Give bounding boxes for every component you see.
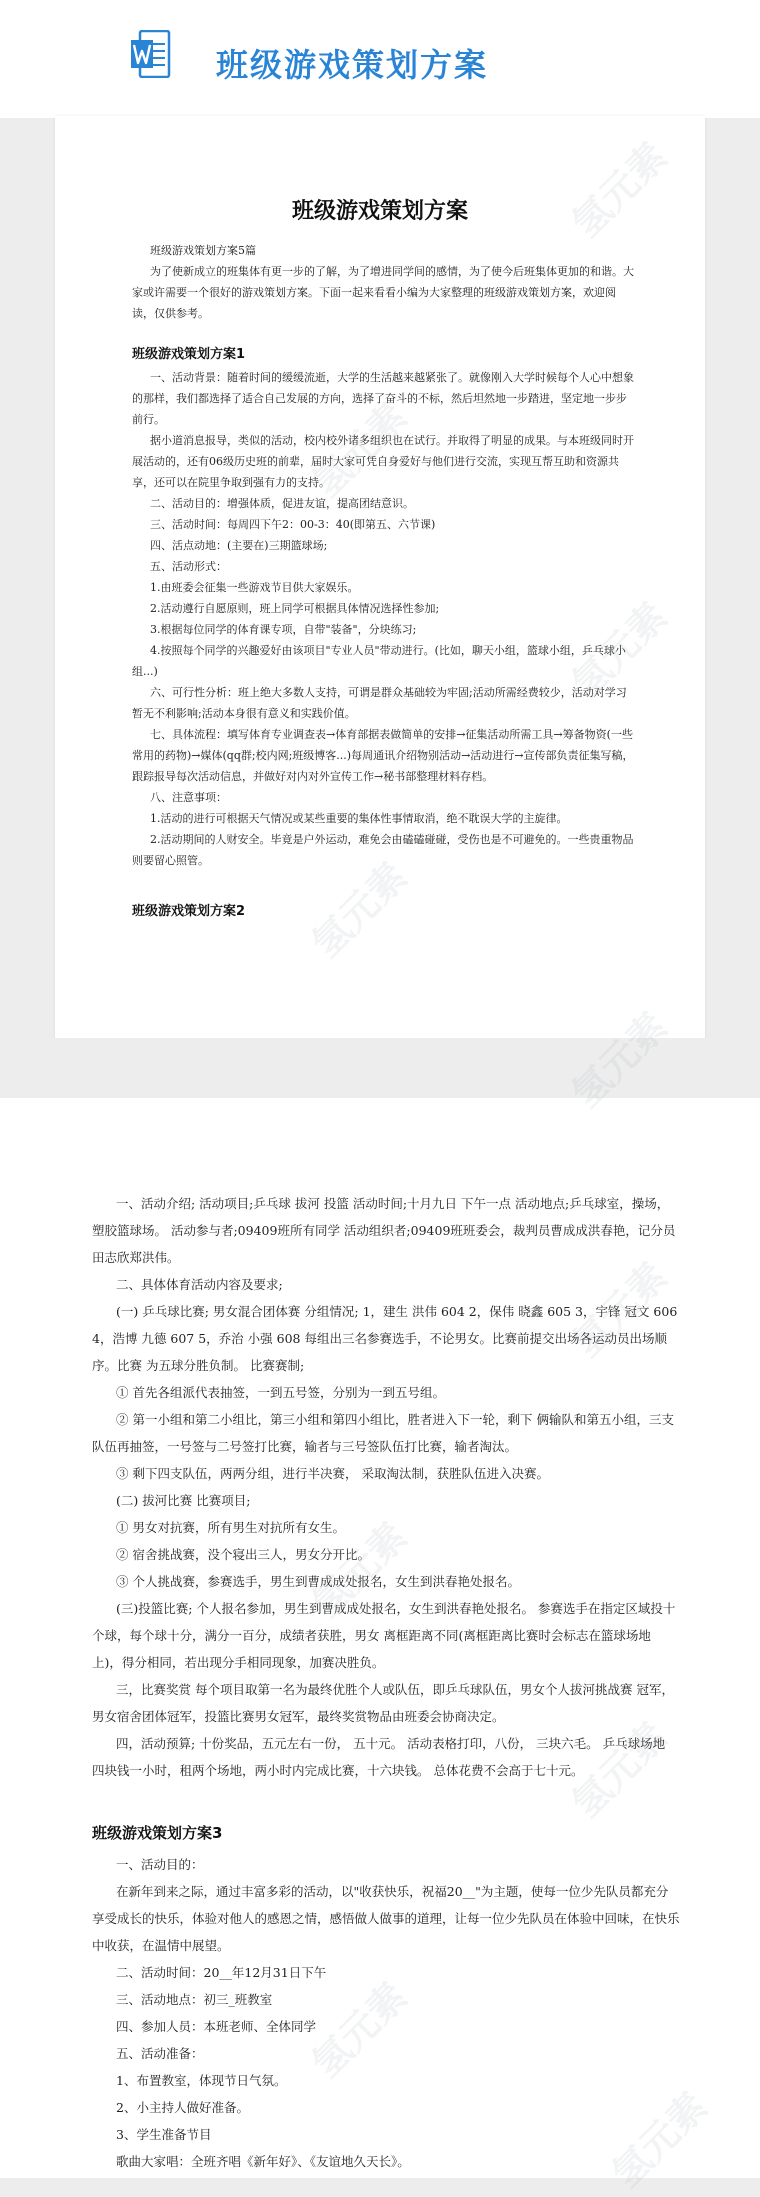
paragraph: 据小道消息报导，类似的活动，校内校外诸多组织也在试行。并取得了明显的成果。与本班级同时开展活动的，还有06级历史班的前辈，届时大家可凭自身爱好与他们进行交流，实现互帮互助和资源共享，还可以在院里争取到强有力的支持。: [132, 434, 634, 489]
paragraph: 一、活动背景：随着时间的缓缓流逝，大学的生活越来越紧张了。就像刚入大学时候每个人心中想象的那样，我们都选择了适合自己发展的方向，选择了奋斗的不标，然后坦然地一步踏进，坚定地一步步前行。: [132, 371, 634, 426]
paragraph: ① 首先各组派代表抽签，一到五号签，分别为一到五号组。: [116, 1385, 445, 1400]
paragraph: 2.活动遵行自愿原则，班上同学可根据具体情况选择性参加;: [150, 602, 440, 615]
intro-line: 班级游戏策划方案5篇: [150, 244, 256, 257]
paragraph: ② 第一小组和第二小组比，第三小组和第四小组比，胜者进入下一轮，剩下 俩输队和第五小组，三支队伍再抽签，一号签与二号签打比赛，输者与三号签队伍打比赛，输者淘汰。: [92, 1412, 674, 1454]
document-title: 班级游戏策划方案: [291, 199, 468, 224]
paragraph: 一、活动介绍; 活动项目;乒乓球 拔河 投篮 活动时间;十月九日 下午一点 活动地点;乒乓球室，操场，塑胶篮球场。 活动参与者;09409班所有同学 活动组织者;09409班班委会，裁判员曹成成洪春艳，记分员田志欣郑洪伟。: [92, 1196, 676, 1265]
document-page-2: [0, 1098, 760, 2178]
paragraph: 2.活动期间的人财安全。毕竟是户外运动，难免会由磕磕碰碰，受伤也是不可避免的。一些贵重物品则要留心照管。: [132, 833, 634, 867]
paragraph: 3、学生准备节目: [116, 2127, 212, 2142]
word-document-icon: [131, 30, 171, 78]
paragraph: 六、可行性分析：班上绝大多数人支持，可谓是群众基础较为牢固;活动所需经费较少，活动对学习暂无不利影响;活动本身很有意义和实践价值。: [132, 686, 627, 720]
document-page-1: [55, 116, 705, 1038]
section-2-heading: 班级游戏策划方案2: [132, 904, 246, 919]
paragraph: 三、活动时间：每周四下午2：00-3：40(即第五、六节课): [150, 518, 436, 531]
paragraph: 四、参加人员：本班老师、全体同学: [116, 2019, 317, 2034]
paragraph: ③ 剩下四支队伍，两两分组，进行半决赛， 采取淘汰制，获胜队伍进入决赛。: [116, 1466, 549, 1481]
paragraph: 2、小主持人做好准备。: [116, 2100, 249, 2115]
paragraph: 四，活动预算; 十份奖品，五元左右一份， 五十元。 活动表格打印，八份， 三块六毛。 乒乓球场地 四块钱一小时，租两个场地，两小时内完成比赛，十六块钱。 总体花费不会高于七十元。: [92, 1736, 666, 1778]
paragraph: ① 男女对抗赛，所有男生对抗所有女生。: [116, 1520, 345, 1535]
paragraph: (三)投篮比赛; 个人报名参加，男生到曹成成处报名，女生到洪春艳处报名。 参赛选手在指定区域投十个球，每个球十分，满分一百分，成绩者获胜，男女 离框距离不同(离框距离比赛时会标志在篮球场地上)，得分相同，若出现分手相同现象，加赛决胜负。: [92, 1601, 676, 1670]
paragraph: 3.根据每位同学的体育课专项，自带"装备"，分块练习;: [150, 623, 417, 636]
page-2-body: [92, 1190, 680, 2175]
page-gap: [0, 1038, 760, 1098]
paragraph: 三，比赛奖赏 每个项目取第一名为最终优胜个人或队伍，即乒乓球队伍，男女个人拔河挑战赛 冠军，男女宿舍团体冠军，投篮比赛男女冠军，最终奖赏物品由班委会协商决定。: [92, 1682, 674, 1724]
paragraph: 一、活动目的：: [116, 1857, 204, 1872]
paragraph: 五、活动准备：: [116, 2046, 204, 2061]
paragraph: 五、活动形式：: [150, 560, 227, 573]
paragraph: 1.活动的进行可根据天气情况或某些重要的集体性事情取消，绝不耽误大学的主旋律。: [150, 812, 568, 825]
paragraph: 在新年到来之际，通过丰富多彩的活动，以"收获快乐，祝福20__"为主题，使每一位少先队员都充分享受成长的快乐，体验对他人的感恩之情，感悟做人做事的道理，让每一位少先队员在体验中回味，在快乐中收获，在温情中展望。: [92, 1884, 680, 1953]
paragraph: (一) 乒乓球比赛; 男女混合团体赛 分组情况; 1，建生 洪伟 604 2，保伟 晓鑫 605 3，宇锋 冠文 606 4，浩博 九德 607 5，乔治 小强 608 每组出三名参赛选手，不论男女。比赛前提交出场各运动员出场顺序。比赛 为五球分胜负制。 比赛赛制;: [92, 1304, 678, 1373]
paragraph: (二) 拔河比赛 比赛项目;: [116, 1493, 251, 1508]
paragraph: 1、布置教室，体现节日气氛。: [116, 2073, 287, 2088]
paragraph: 七、具体流程：填写体育专业调查表→体育部据表做简单的安排→征集活动所需工具→筹备物资(一些常用的药物)→媒体(qq群;校内网;班级博客...)每周通讯介绍物别活动→活动进行→宣传部负责征集写稿，跟踪报导每次活动信息，并做好对内对外宣传工作→秘书部整理材料存档。: [132, 728, 634, 783]
paragraph: ③ 个人挑战赛，参赛选手，男生到曹成成处报名，女生到洪春艳处报名。: [116, 1574, 520, 1589]
paragraph: 1.由班委会征集一些游戏节目供大家娱乐。: [150, 581, 359, 594]
paragraph: 二、具体体育活动内容及要求;: [116, 1277, 283, 1292]
page-1-body: [132, 240, 637, 924]
paragraph: 八、注意事项：: [150, 791, 227, 804]
intro-paragraph: 为了使新成立的班集体有更一步的了解，为了增进同学间的感情，为了使今后班集体更加的和谐。大家或许需要一个很好的游戏策划方案。下面一起来看看小编为大家整理的班级游戏策划方案，欢迎阅读，仅供参考。: [132, 265, 634, 320]
banner-title: 班级游戏策划方案: [216, 46, 489, 84]
paragraph: 二、活动目的：增强体质，促进友谊，提高团结意识。: [150, 497, 414, 510]
section-3-heading: 班级游戏策划方案3: [92, 1824, 223, 1842]
paragraph: 歌曲大家唱：全班齐唱《新年好》、《友谊地久天长》。: [116, 2154, 410, 2169]
section-1-heading: 班级游戏策划方案1: [132, 347, 246, 362]
paragraph: 三、活动地点：初三_班教室: [116, 1992, 273, 2007]
paragraph: 四、活点动地：(主要在)三期篮球场;: [150, 539, 328, 552]
header-banner: [0, 0, 760, 118]
paragraph: ② 宿舍挑战赛，没个寝出三人，男女分开比。: [116, 1547, 370, 1562]
paragraph: 4.按照每个同学的兴趣爱好由该项目"专业人员"带动进行。(比如，聊天小组，篮球小组，乒乓球小组...): [132, 644, 626, 678]
paragraph: 二、活动时间：20__年12月31日下午: [116, 1965, 327, 1980]
